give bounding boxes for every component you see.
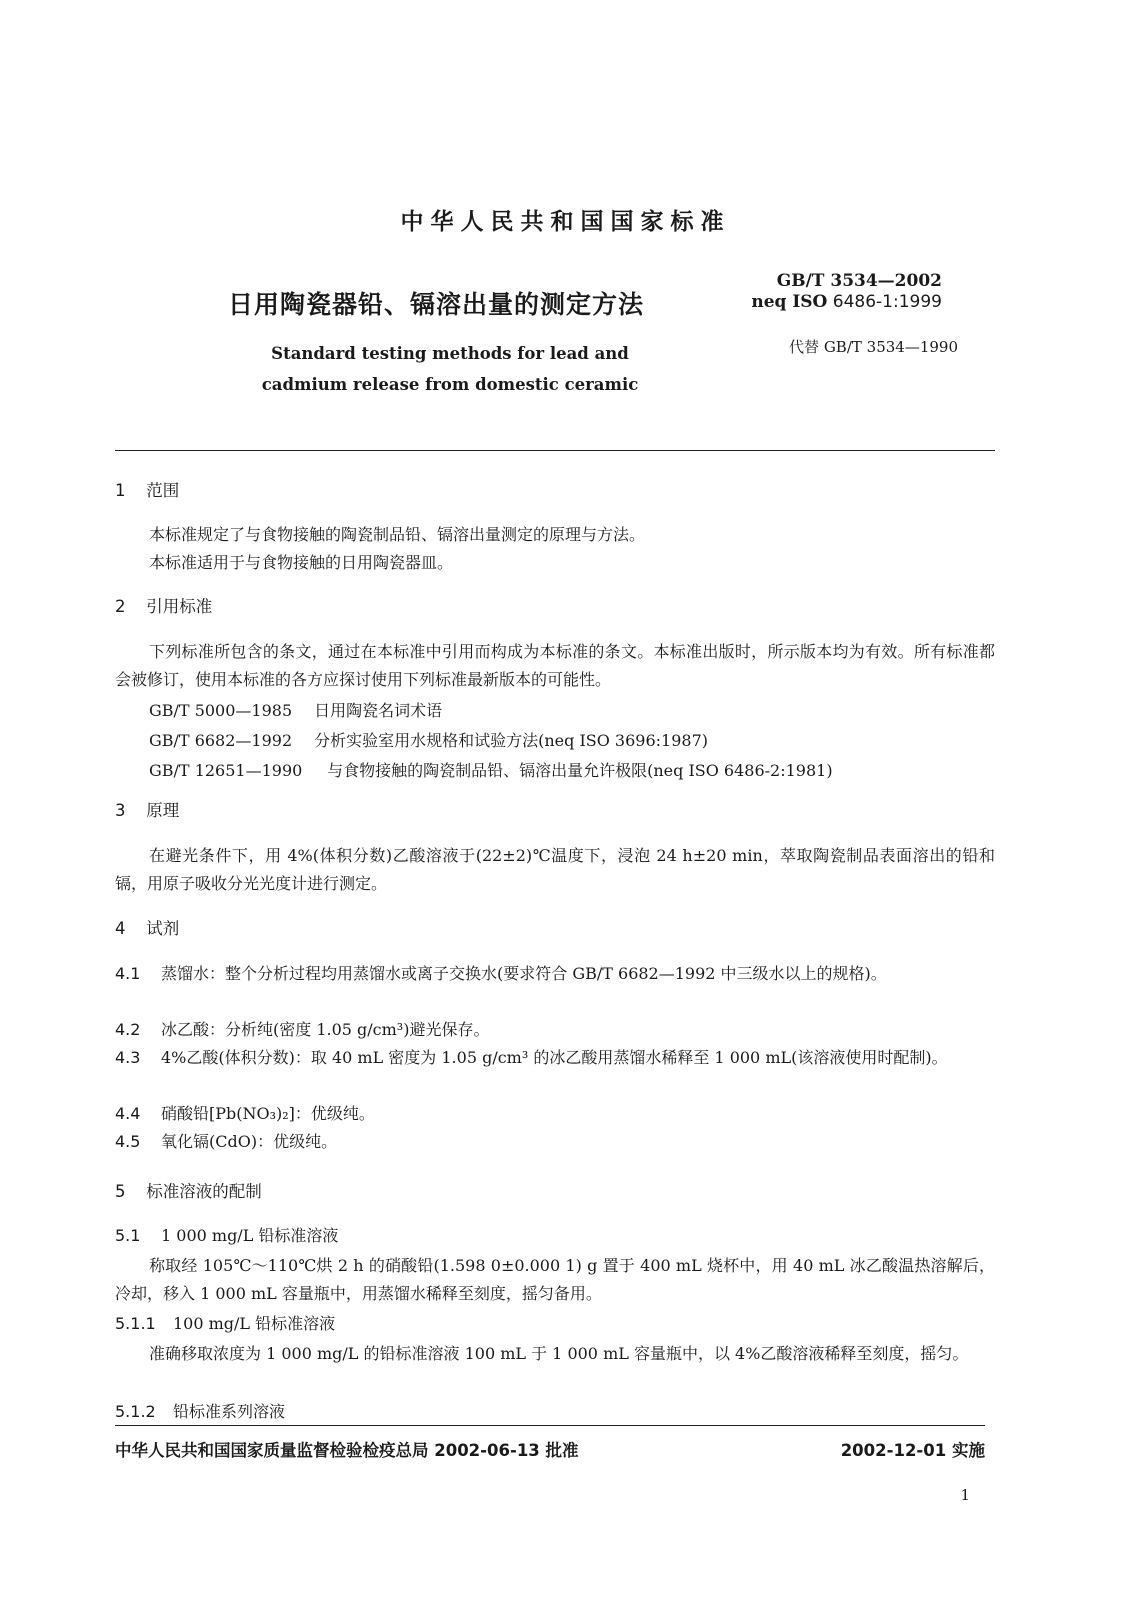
- reference-title: 与食物接触的陶瓷制品铅、镉溶出量允许极限(neq ISO 6486-2:1981): [327, 761, 833, 780]
- standard-code: GB/T 3534—2002: [776, 271, 942, 291]
- section-1-paragraph-2: 本标准适用于与食物接触的日用陶瓷器皿。: [149, 553, 454, 572]
- reference-code: GB/T 6682—1992: [149, 731, 293, 750]
- clause-number: 5.1.1: [115, 1314, 156, 1333]
- reagent-item: [115, 960, 995, 988]
- clause-5-1-heading: [115, 1222, 995, 1250]
- header-divider: [115, 450, 995, 451]
- reference-code: GB/T 12651—1990: [149, 761, 303, 780]
- iso-equivalence-number: 6486-1:1999: [832, 292, 942, 312]
- english-title: [250, 338, 650, 400]
- reference-title: 分析实验室用水规格和试验方法(neq ISO 3696:1987): [314, 731, 708, 750]
- clause-number: 4.1: [115, 964, 141, 983]
- clause-text: 硝酸铅[Pb(NO₃)₂]：优级纯。: [161, 1104, 375, 1123]
- section-number: 4: [115, 919, 126, 938]
- section-number: 3: [115, 801, 126, 820]
- section-title: 标准溶液的配制: [146, 1182, 262, 1201]
- section-number: 5: [115, 1182, 126, 1201]
- clause-5-1-2-heading: [115, 1398, 995, 1426]
- reference-item: [149, 758, 833, 781]
- section-3-heading: [115, 797, 179, 821]
- reagent-item: [115, 1044, 995, 1072]
- reference-code: GB/T 5000—1985: [149, 701, 293, 720]
- english-title-line-2: cadmium release from domestic ceramic: [261, 375, 639, 394]
- section-number: 1: [115, 481, 126, 500]
- section-5-heading: [115, 1178, 262, 1202]
- clause-text: 氧化镉(CdO)：优级纯。: [161, 1132, 338, 1151]
- iso-equivalence-prefix: neq ISO: [751, 292, 828, 312]
- section-2-heading: [115, 593, 212, 617]
- section-1-paragraph-1: 本标准规定了与食物接触的陶瓷制品铅、镉溶出量测定的原理与方法。: [149, 525, 646, 544]
- clause-title: 100 mg/L 铅标准溶液: [173, 1314, 336, 1333]
- clause-number: 4.3: [115, 1048, 141, 1067]
- reference-item: [149, 728, 708, 751]
- clause-text: 4%乙酸(体积分数)：取 40 mL 密度为 1.05 g/cm³ 的冰乙酸用蒸馏水稀释至 1 000 mL(该溶液使用时配制)。: [161, 1048, 948, 1067]
- reference-item: [149, 698, 442, 721]
- section-4-heading: [115, 915, 179, 939]
- reference-title: 日用陶瓷名词术语: [314, 701, 443, 720]
- page-number: 1: [960, 1486, 970, 1504]
- clause-text: 冰乙酸：分析纯(密度 1.05 g/cm³)避光保存。: [161, 1020, 490, 1039]
- clause-text: 蒸馏水：整个分析过程均用蒸馏水或离子交换水(要求符合 GB/T 6682—1992 中三级水以上的规格)。: [161, 964, 887, 983]
- clause-number: 5.1.2: [115, 1402, 156, 1421]
- national-standard-heading: 中华人民共和国国家标准: [400, 209, 731, 235]
- clause-number: 5.1: [115, 1226, 141, 1245]
- section-title: 引用标准: [146, 597, 213, 616]
- clause-5-1-1-heading: [115, 1310, 995, 1338]
- clause-number: 4.2: [115, 1020, 141, 1039]
- section-1-heading: [115, 477, 179, 501]
- clause-number: 4.4: [115, 1104, 141, 1123]
- clause-title: 1 000 mg/L 铅标准溶液: [161, 1226, 339, 1245]
- section-2-paragraph: 下列标准所包含的条文，通过在本标准中引用而构成为本标准的条文。本标准出版时，所示版本均为有效。所有标准都会被修订，使用本标准的各方应探讨使用下列标准最新版本的可能性。: [115, 642, 995, 689]
- chinese-title: 日用陶瓷器铅、镉溶出量的测定方法: [228, 290, 645, 319]
- approval-statement: 中华人民共和国国家质量监督检验检疫总局 2002-06-13 批准: [115, 1441, 579, 1460]
- replaces-standard: 代替 GB/T 3534—1990: [789, 338, 958, 356]
- section-number: 2: [115, 597, 126, 616]
- section-title: 原理: [146, 801, 180, 820]
- clause-number: 4.5: [115, 1132, 141, 1151]
- clause-5-1-text: 称取经 105℃～110℃烘 2 h 的硝酸铅(1.598 0±0.000 1) g 置于 400 mL 烧杯中，用 40 mL 冰乙酸温热溶解后，冷却，移入 1 000 mL 容量瓶中，用蒸馏水稀释至刻度，摇匀备用。: [115, 1256, 995, 1303]
- section-3-paragraph: 在避光条件下，用 4%(体积分数)乙酸溶液于(22±2)℃温度下，浸泡 24 h±20 min，萃取陶瓷制品表面溶出的铅和镉，用原子吸收分光光度计进行测定。: [115, 846, 995, 893]
- reagent-item: [115, 1016, 995, 1044]
- implementation-date: 2002-12-01 实施: [840, 1441, 985, 1460]
- clause-title: 铅标准系列溶液: [173, 1402, 286, 1421]
- standard-code-block: [742, 271, 942, 313]
- section-title: 范围: [146, 481, 180, 500]
- english-title-line-1: Standard testing methods for lead and: [271, 344, 629, 363]
- footer-divider: [115, 1425, 985, 1426]
- clause-5-1-1-text: 准确移取浓度为 1 000 mg/L 的铅标准溶液 100 mL 于 1 000 mL 容量瓶中，以 4%乙酸溶液稀释至刻度，摇匀。: [149, 1344, 969, 1363]
- reagent-item: [115, 1100, 995, 1128]
- section-title: 试剂: [146, 919, 180, 938]
- reagent-item: [115, 1128, 995, 1156]
